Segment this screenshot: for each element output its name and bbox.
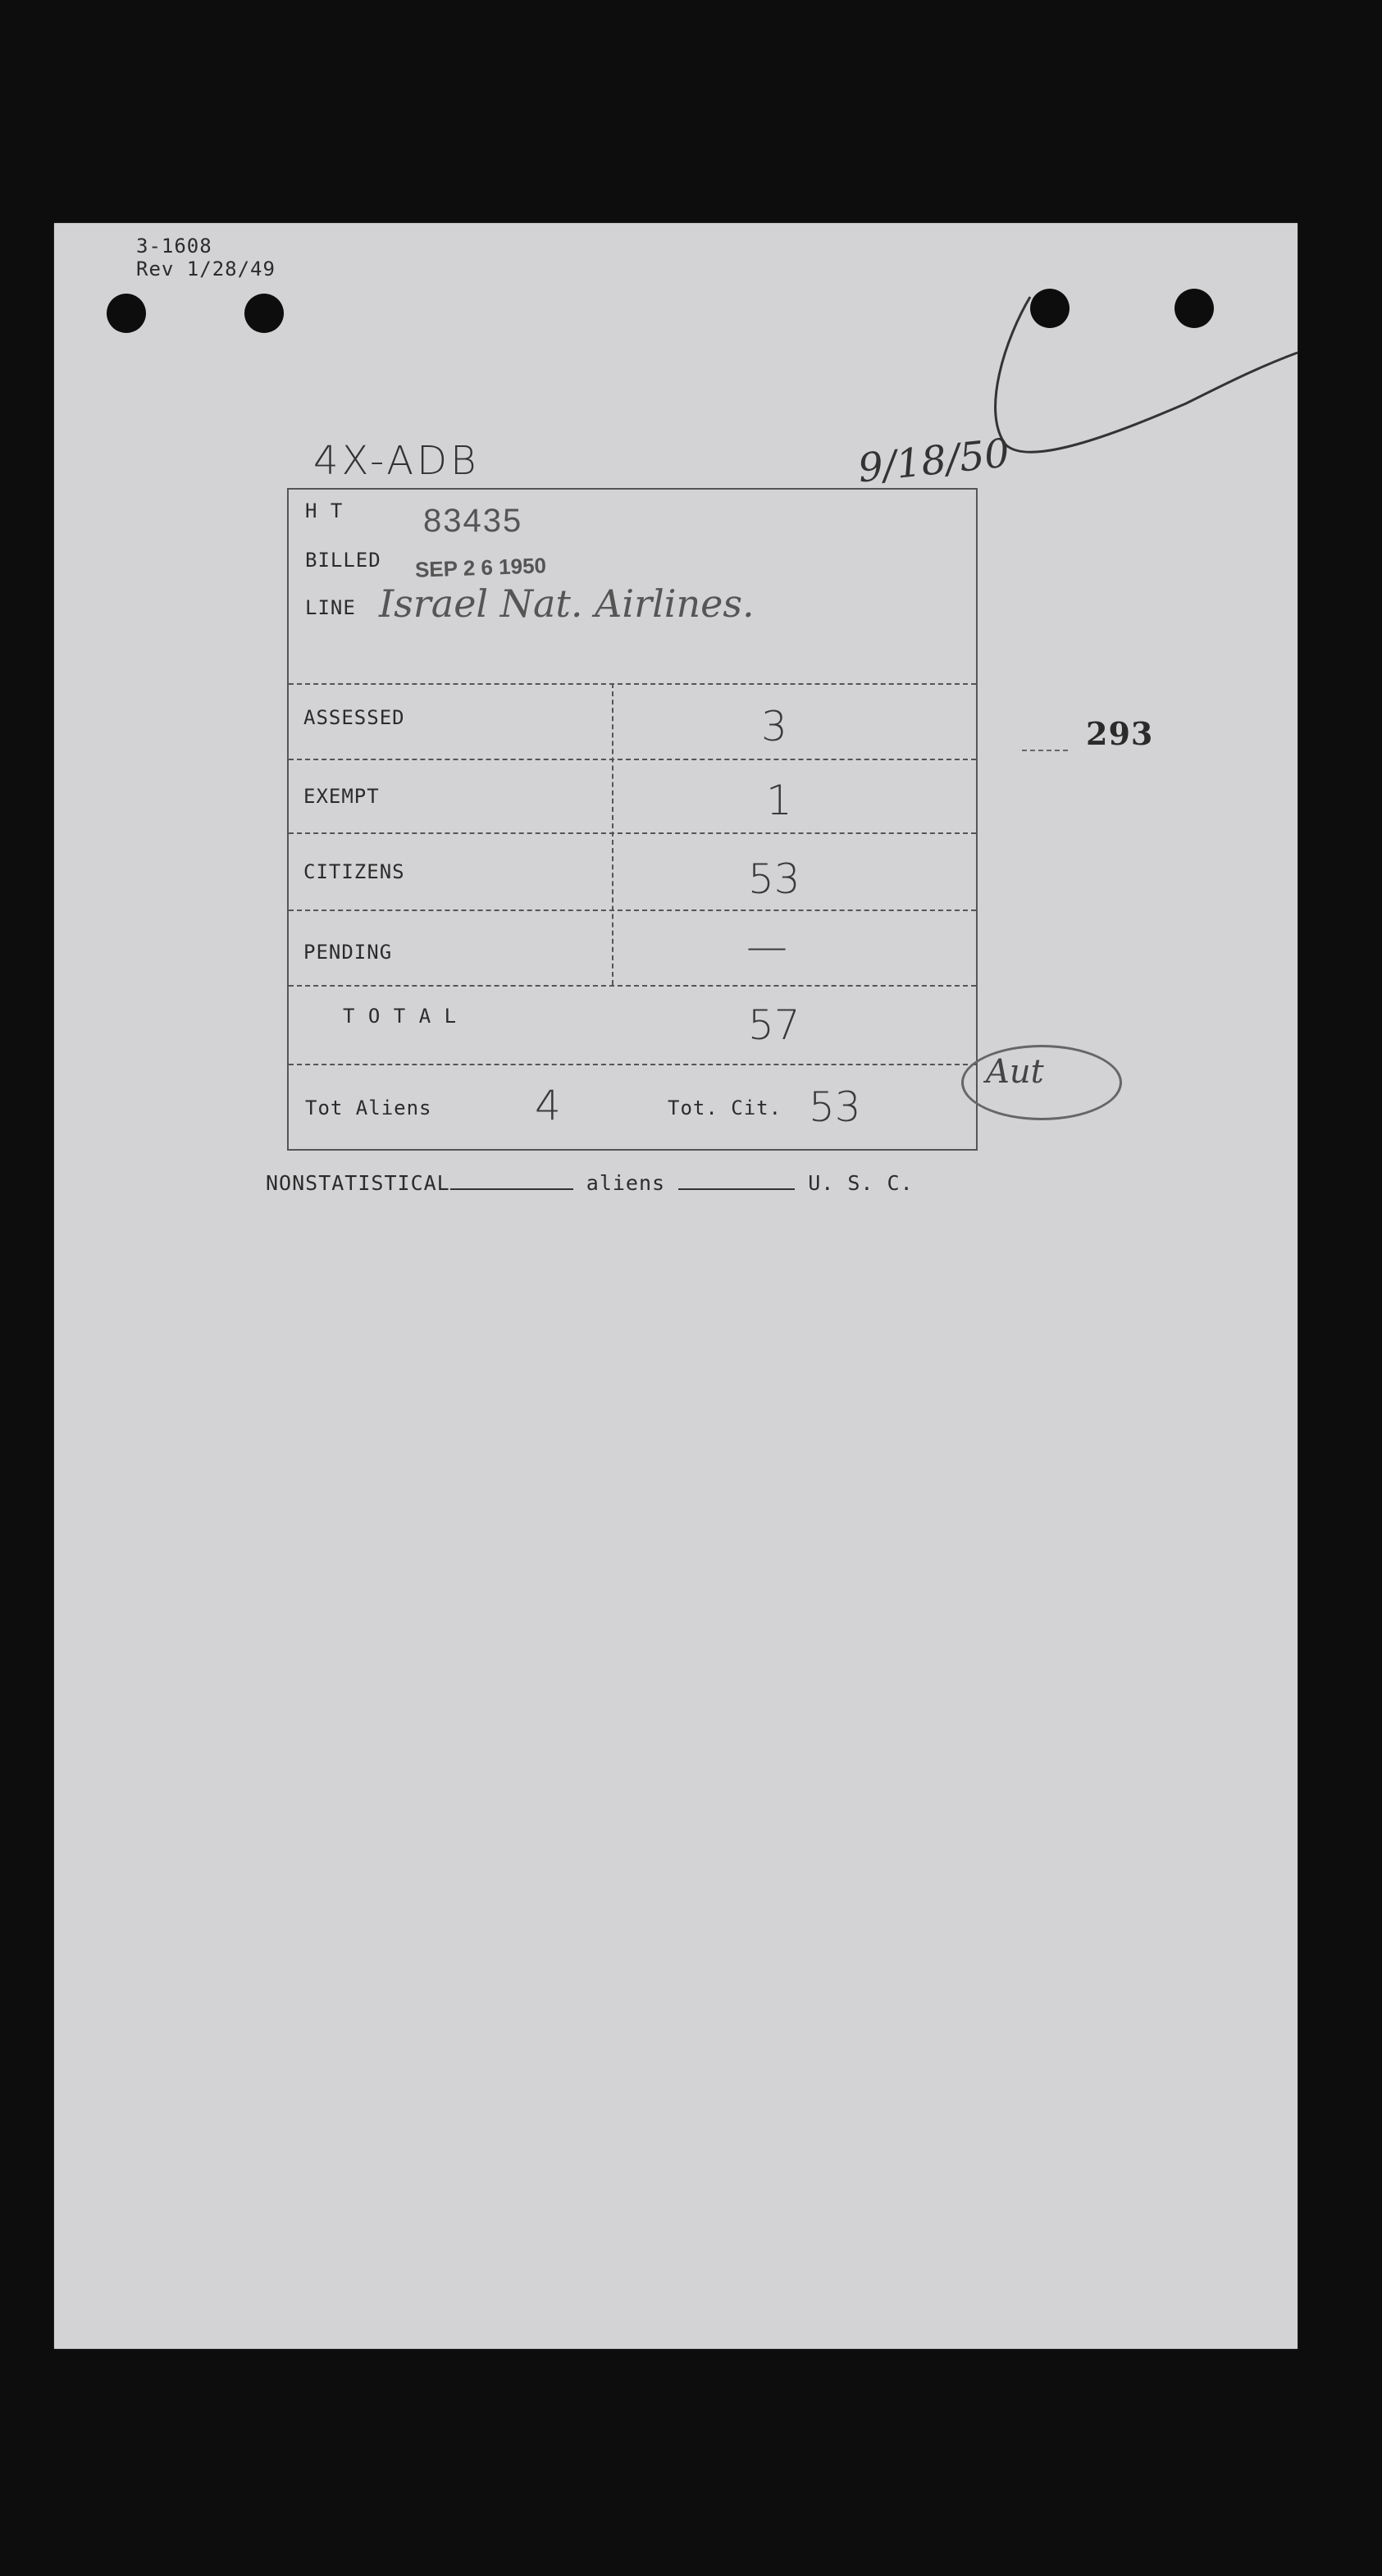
- divider: [289, 832, 976, 834]
- total-label: T O T A L: [343, 1005, 458, 1028]
- tot-aliens-value: 4: [535, 1082, 561, 1129]
- divider: [289, 759, 976, 760]
- passenger-table: [287, 488, 978, 1151]
- airline-name: Israel Nat. Airlines.: [379, 581, 755, 626]
- exempt-value: 1: [766, 777, 792, 824]
- assessed-value: 3: [761, 703, 787, 750]
- document-page: [54, 223, 1298, 2349]
- punch-hole: [244, 294, 284, 333]
- divider: [289, 1064, 976, 1065]
- column-divider: [612, 683, 613, 985]
- side-number: 293: [1086, 715, 1154, 752]
- nonstatistical-line: [266, 1171, 914, 1195]
- pending-value: —: [746, 923, 787, 970]
- citizens-label: CITIZENS: [303, 860, 405, 883]
- handwritten-date: 9/18/50: [855, 430, 1012, 492]
- nonstatistical-label: NONSTATISTICAL: [266, 1171, 450, 1195]
- citizens-value: 53: [748, 855, 800, 903]
- tot-cit-label: Tot. Cit.: [668, 1097, 782, 1119]
- tot-cit-value: 53: [809, 1083, 861, 1131]
- line-label: LINE: [305, 596, 356, 619]
- punch-hole: [107, 294, 146, 333]
- aliens-blank: [678, 1183, 795, 1190]
- billed-date-stamp: SEP 2 6 1950: [414, 553, 547, 582]
- pen-stroke: [981, 289, 1301, 469]
- ht-label: H T: [305, 499, 344, 522]
- divider: [289, 910, 976, 911]
- form-revision: Rev 1/28/49: [136, 258, 276, 280]
- exempt-label: EXEMPT: [303, 785, 380, 808]
- pending-label: PENDING: [303, 941, 393, 964]
- dash-mark: [1022, 750, 1068, 751]
- tot-aliens-label: Tot Aliens: [305, 1097, 432, 1119]
- usc-label: U. S. C.: [808, 1171, 914, 1195]
- initials-text: Aut: [986, 1053, 1044, 1091]
- ht-number: 83435: [423, 503, 523, 539]
- aircraft-registration: 4X-ADB: [313, 438, 480, 484]
- aliens-label: aliens: [586, 1171, 666, 1195]
- total-value: 57: [748, 1001, 800, 1049]
- nonstatistical-blank: [450, 1183, 573, 1190]
- divider: [289, 683, 976, 685]
- billed-label: BILLED: [305, 549, 381, 572]
- assessed-label: ASSESSED: [303, 706, 405, 729]
- form-number: 3-1608: [136, 235, 212, 258]
- divider: [289, 985, 976, 987]
